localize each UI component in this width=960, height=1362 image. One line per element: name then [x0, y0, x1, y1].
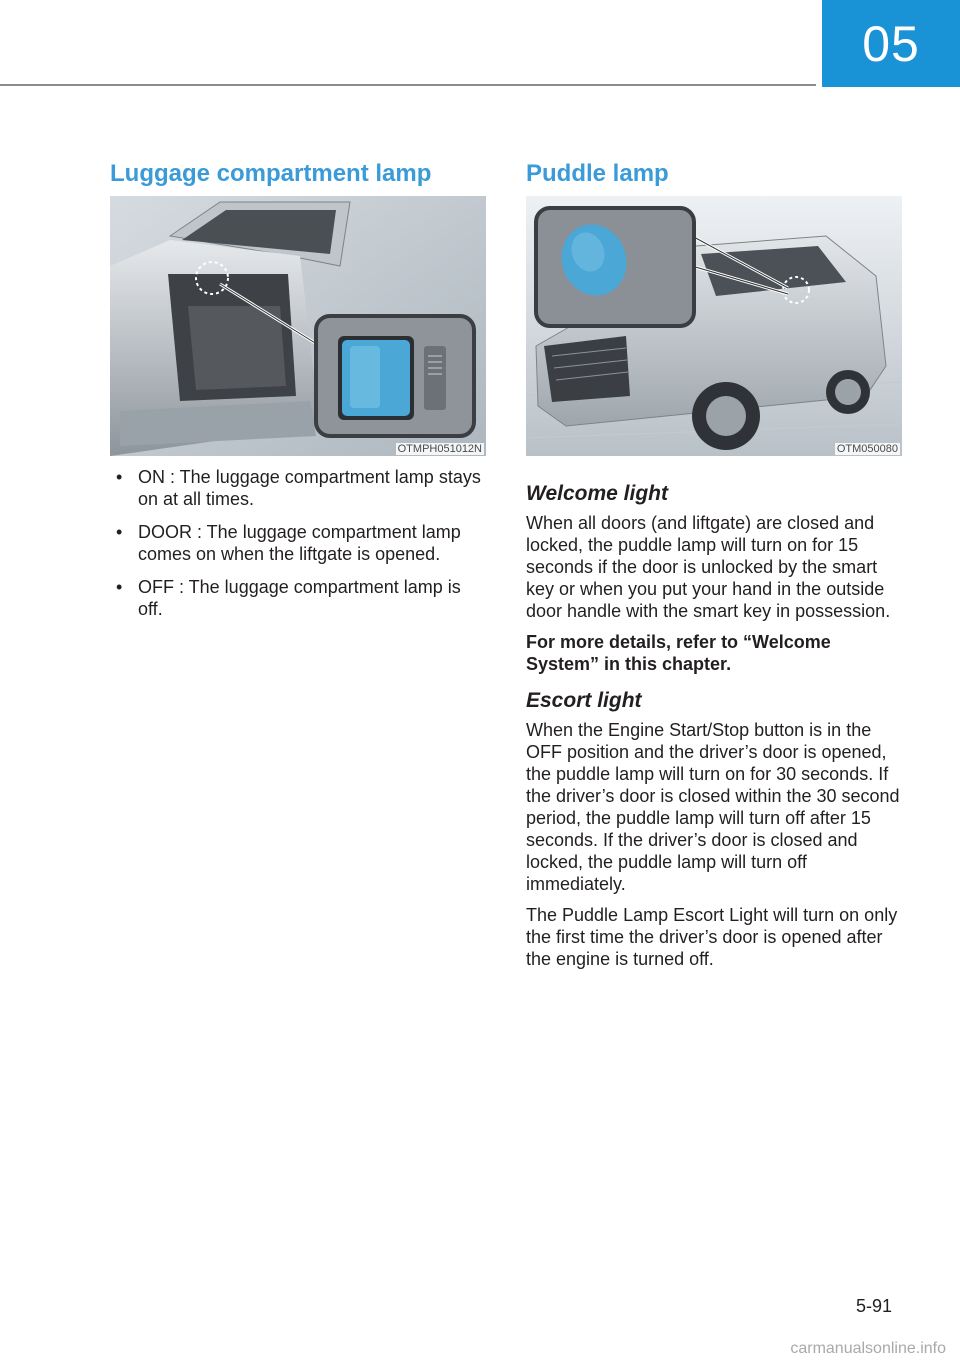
puddle-lamp-illustration: [526, 196, 902, 456]
puddle-lamp-content: [526, 482, 906, 979]
luggage-lamp-illustration: [110, 196, 486, 456]
header-rule: [0, 84, 816, 86]
luggage-lamp-title: Luggage compartment lamp: [110, 160, 432, 187]
welcome-light-note: For more details, refer to “Welcome System” in this chapter.: [526, 632, 831, 674]
figure-code: OTM050080: [836, 443, 898, 455]
escort-light-text-2: The Puddle Lamp Escort Light will turn on only the first time the driver’s door is opened after the engine is turned off.: [526, 905, 898, 969]
chapter-number: 05: [862, 15, 920, 72]
watermark: carmanualsonline.info: [790, 1340, 946, 1357]
list-item: • DOOR : The luggage compartment lamp comes on when the liftgate is opened.: [112, 521, 490, 565]
escort-light-text-1: When the Engine Start/Stop button is in the OFF position and the driver’s door is opened, the puddle lamp will turn on for 30 seconds. If the driver’s door is closed within the 30 second period, the puddle lamp will turn off after 15 seconds. If the driver’s door is closed and locked, the puddle lamp will turn off immediately.: [526, 720, 900, 894]
puddle-lamp-title: Puddle lamp: [526, 160, 669, 187]
luggage-lamp-figure: [110, 196, 486, 456]
list-item: • ON : The luggage compartment lamp stays on at all times.: [112, 466, 490, 510]
chapter-tab: [822, 0, 960, 87]
list-item: • OFF : The luggage compartment lamp is off.: [112, 576, 490, 620]
welcome-light-heading: Welcome light: [526, 482, 668, 505]
escort-light-heading: Escort light: [526, 689, 642, 712]
figure-code: OTMPH051012N: [397, 443, 482, 455]
welcome-light-text: When all doors (and liftgate) are closed and locked, the puddle lamp will turn on for 15 seconds if the door is unlocked by the smart key or when you put your hand in the outside door handle with the smart key in possession.: [526, 513, 891, 621]
puddle-lamp-figure: [526, 196, 902, 456]
luggage-lamp-options: [112, 466, 490, 631]
page-number: 5-91: [855, 1296, 892, 1316]
